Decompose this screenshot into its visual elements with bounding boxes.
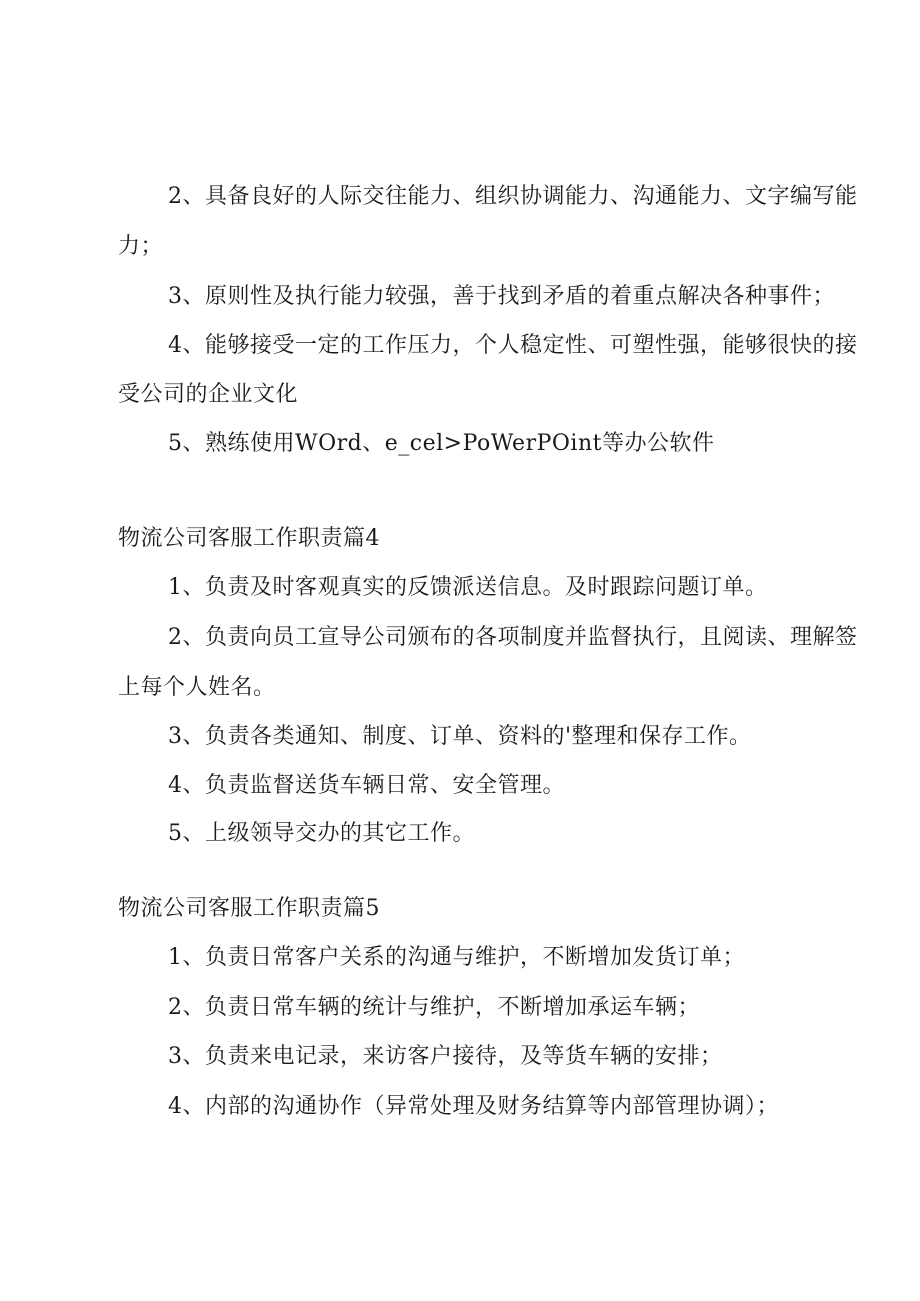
list-item-line: 4、能够接受一定的工作压力，个人稳定性、可塑性强，能够很快的接 [168, 333, 858, 358]
list-item-line: 1、负责日常客户关系的沟通与维护，不断增加发货订单； [168, 945, 745, 970]
list-item-continuation: 力； [118, 234, 164, 259]
list-item-line: 1、负责及时客观真实的反馈派送信息。及时跟踪问题订单。 [168, 575, 768, 600]
list-item-continuation: 受公司的企业文化 [118, 382, 299, 407]
list-item-line: 5、上级领导交办的其它工作。 [168, 821, 475, 846]
list-item-line: 5、熟练使用WOrd、e_cel>PoWerPOint等办公软件 [168, 431, 715, 456]
list-item-line: 4、内部的沟通协作（异常处理及财务结算等内部管理协调）； [168, 1094, 779, 1119]
section-heading: 物流公司客服工作职责篇4 [118, 526, 380, 551]
list-item-line: 3、原则性及执行能力较强，善于找到矛盾的着重点解决各种事件； [168, 284, 835, 309]
list-item-line: 2、负责日常车辆的统计与维护，不断增加承运车辆； [168, 995, 700, 1020]
list-item-line: 2、负责向员工宣导公司颁布的各项制度并监督执行，且阅读、理解签 [168, 625, 858, 650]
list-item-line: 4、负责监督送货车辆日常、安全管理。 [168, 773, 565, 798]
section-heading: 物流公司客服工作职责篇5 [118, 896, 380, 921]
list-item-line: 3、负责各类通知、制度、订单、资料的'整理和保存工作。 [168, 724, 752, 749]
list-item-line: 2、具备良好的人际交往能力、组织协调能力、沟通能力、文字编写能 [168, 184, 858, 209]
list-item-line: 3、负责来电记录，来访客户接待，及等货车辆的安排； [168, 1044, 723, 1069]
list-item-continuation: 上每个人姓名。 [118, 675, 276, 700]
